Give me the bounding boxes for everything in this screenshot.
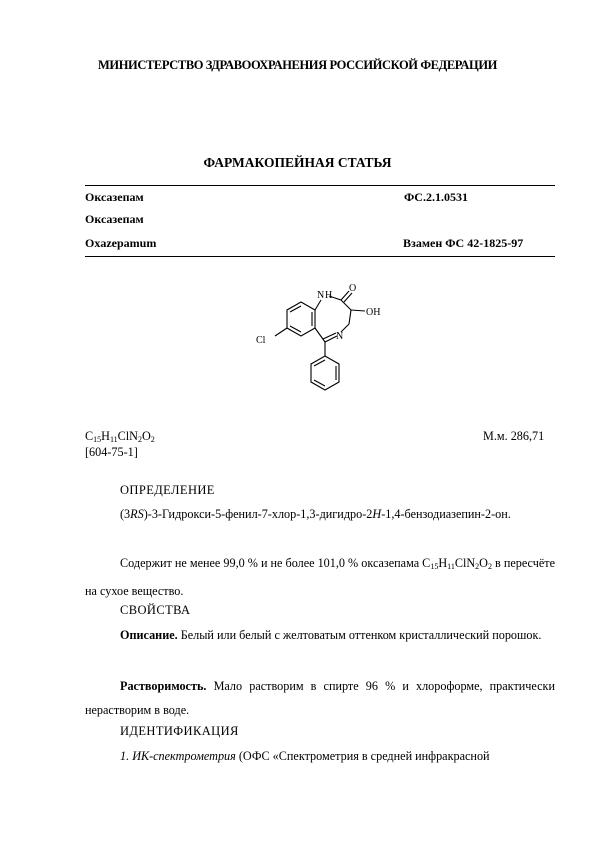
carbonyl-oxygen-label: O: [349, 283, 357, 294]
definition-heading: ОПРЕДЕЛЕНИЕ: [120, 483, 215, 497]
name-ru-primary: Оксазепам: [85, 190, 144, 204]
cas-number: [604-75-1]: [85, 445, 138, 459]
phenyl-ring: [311, 356, 339, 390]
content-paragraph: Содержит не менее 99,0 % и не более 101,0 % оксазепама $C_{15}H_{11}ClN_2O_2$ в пересчёте на сухое вещество.: [85, 556, 555, 598]
header-rule-bottom: [85, 256, 555, 257]
fused-benzene-ring: [287, 302, 315, 336]
definition-paragraph: (3RS)-3-Гидрокси-5-фенил-7-хлор-1,3-дигидро-2H-1,4-бензодиазепин-2-он.: [120, 507, 511, 521]
solubility-paragraph: Растворимость. Мало растворим в спирте 96 % и хлороформе, практически нерастворим в воде.: [85, 679, 555, 717]
document-type-title: ФАРМАКОПЕЙНАЯ СТАТЬЯ: [203, 155, 392, 170]
oxazepam-structure: [245, 278, 395, 413]
nh-nitrogen-label: N: [317, 290, 325, 301]
replaces-note: Взамен ФС 42-1825-97: [403, 236, 524, 250]
monograph-code: ФС.2.1.0531: [404, 190, 468, 204]
identification-heading: ИДЕНТИФИКАЦИЯ: [120, 724, 239, 738]
molecular-formula: $C_{15}H_{11}ClN_2O_2$: [85, 429, 155, 444]
molecular-mass: М.м. 286,71: [483, 429, 545, 443]
chlorine-label: Cl: [256, 335, 266, 346]
properties-heading: СВОЙСТВА: [120, 603, 191, 617]
name-latin: Oxazepamum: [85, 236, 157, 250]
nh-hydrogen-label: H: [325, 290, 333, 301]
imine-nitrogen-label: N: [336, 331, 344, 342]
description-paragraph: Описание. Белый или белый с желтоватым оттенком кристаллический порошок.: [120, 628, 542, 642]
hydroxyl-label: OH: [366, 307, 381, 318]
ir-paragraph: 1. ИК-спектрометрия (ОФС «Спектрометрия в средней инфракрасной: [120, 749, 490, 763]
header-rule-top: [85, 185, 555, 186]
ministry-header: МИНИСТЕРСТВО ЗДРАВООХРАНЕНИЯ РОССИЙСКОЙ ФЕДЕРАЦИИ: [98, 58, 497, 72]
name-ru-secondary: Оксазепам: [85, 212, 144, 226]
